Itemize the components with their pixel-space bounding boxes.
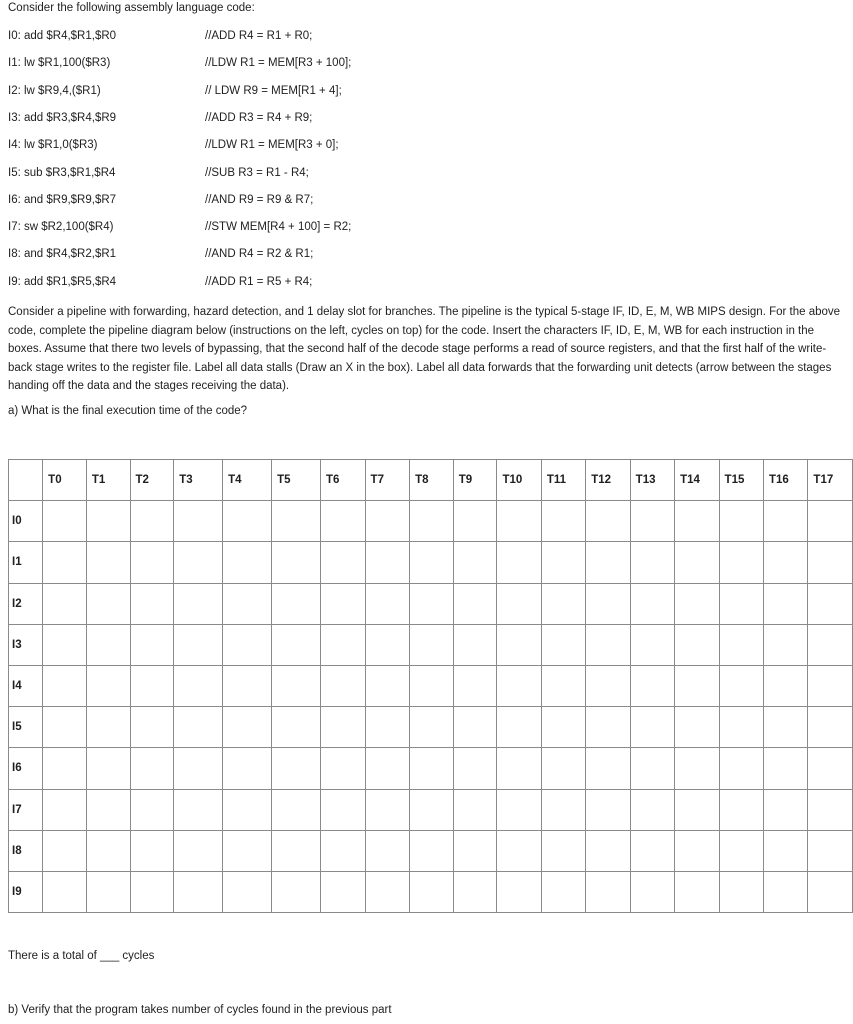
pipeline-cell[interactable] xyxy=(541,665,585,706)
cycle-header: T15 xyxy=(719,460,763,501)
pipeline-cell[interactable] xyxy=(321,501,366,542)
code-comment: //LDW R1 = MEM[R3 + 0]; xyxy=(205,139,339,152)
pipeline-cell[interactable] xyxy=(675,789,719,830)
pipeline-cell[interactable] xyxy=(541,583,585,624)
code-comment: //AND R4 = R2 & R1; xyxy=(205,248,314,261)
pipeline-cell[interactable] xyxy=(675,583,719,624)
pipeline-cell[interactable] xyxy=(223,707,272,748)
pipeline-cell[interactable] xyxy=(675,748,719,789)
pipeline-cell[interactable] xyxy=(174,624,223,665)
pipeline-cell[interactable] xyxy=(453,542,497,583)
pipeline-cell[interactable] xyxy=(453,789,497,830)
pipeline-cell[interactable] xyxy=(808,789,853,830)
pipeline-cell[interactable] xyxy=(272,871,321,912)
pipeline-cell[interactable] xyxy=(130,748,174,789)
pipeline-cell[interactable] xyxy=(497,665,541,706)
pipeline-cell[interactable] xyxy=(321,707,366,748)
pipeline-cell[interactable] xyxy=(272,789,321,830)
pipeline-cell[interactable] xyxy=(365,871,410,912)
pipeline-cell[interactable] xyxy=(321,871,366,912)
cycle-header: T8 xyxy=(410,460,454,501)
code-comment: //LDW R1 = MEM[R3 + 100]; xyxy=(205,57,352,70)
pipeline-cell[interactable] xyxy=(86,583,130,624)
pipeline-cell[interactable] xyxy=(630,624,674,665)
code-instruction: I9: add $R1,$R5,$R4 xyxy=(8,275,117,288)
pipeline-cell[interactable] xyxy=(719,871,763,912)
pipeline-cell[interactable] xyxy=(497,624,541,665)
pipeline-cell[interactable] xyxy=(630,789,674,830)
pipeline-cell[interactable] xyxy=(130,542,174,583)
pipeline-cell[interactable] xyxy=(174,871,223,912)
pipeline-cell[interactable] xyxy=(223,624,272,665)
pipeline-cell[interactable] xyxy=(763,583,807,624)
code-comment: //ADD R1 = R5 + R4; xyxy=(205,275,313,288)
pipeline-cell[interactable] xyxy=(130,583,174,624)
pipeline-cell[interactable] xyxy=(630,542,674,583)
pipeline-cell[interactable] xyxy=(630,501,674,542)
pipeline-cell[interactable] xyxy=(321,665,366,706)
pipeline-cell[interactable] xyxy=(541,501,585,542)
pipeline-cell[interactable] xyxy=(808,542,853,583)
pipeline-cell[interactable] xyxy=(808,871,853,912)
pipeline-cell[interactable] xyxy=(586,624,630,665)
pipeline-cell[interactable] xyxy=(410,871,454,912)
code-instruction: I7: sw $R2,100($R4) xyxy=(8,221,114,234)
pipeline-cell[interactable] xyxy=(86,871,130,912)
pipeline-cell[interactable] xyxy=(43,748,87,789)
pipeline-cell[interactable] xyxy=(321,542,366,583)
instruction-row xyxy=(9,583,853,624)
pipeline-cell[interactable] xyxy=(763,707,807,748)
pipeline-cell[interactable] xyxy=(808,665,853,706)
pipeline-cell[interactable] xyxy=(365,542,410,583)
pipeline-cell[interactable] xyxy=(223,748,272,789)
pipeline-cell[interactable] xyxy=(497,707,541,748)
question-b: b) Verify that the program takes number of cycles found in the previous part xyxy=(8,1004,392,1016)
pipeline-cell[interactable] xyxy=(43,665,87,706)
pipeline-cell[interactable] xyxy=(675,665,719,706)
pipeline-cell[interactable] xyxy=(272,583,321,624)
cycle-header: T0 xyxy=(43,460,87,501)
pipeline-cell[interactable] xyxy=(43,830,87,871)
instruction-row xyxy=(9,542,853,583)
pipeline-cell[interactable] xyxy=(174,583,223,624)
instruction-row xyxy=(9,707,853,748)
instruction-row xyxy=(9,748,853,789)
pipeline-cell[interactable] xyxy=(321,789,366,830)
pipeline-cell[interactable] xyxy=(630,830,674,871)
pipeline-cell[interactable] xyxy=(675,707,719,748)
code-comment: // LDW R9 = MEM[R1 + 4]; xyxy=(205,84,342,97)
pipeline-cell[interactable] xyxy=(272,665,321,706)
pipeline-cell[interactable] xyxy=(763,789,807,830)
pipeline-cell[interactable] xyxy=(453,583,497,624)
cycle-header: T13 xyxy=(630,460,674,501)
pipeline-cell[interactable] xyxy=(586,542,630,583)
pipeline-cell[interactable] xyxy=(223,665,272,706)
pipeline-cell[interactable] xyxy=(130,789,174,830)
pipeline-cell[interactable] xyxy=(223,789,272,830)
pipeline-cell[interactable] xyxy=(365,830,410,871)
pipeline-cell[interactable] xyxy=(365,501,410,542)
pipeline-cell[interactable] xyxy=(497,542,541,583)
pipeline-cell[interactable] xyxy=(43,789,87,830)
code-comment: //ADD R4 = R1 + R0; xyxy=(205,30,313,42)
pipeline-cell[interactable] xyxy=(763,624,807,665)
code-instruction: I3: add $R3,$R4,$R9 xyxy=(8,111,117,124)
pipeline-cell[interactable] xyxy=(586,789,630,830)
pipeline-cell[interactable] xyxy=(130,707,174,748)
pipeline-cell[interactable] xyxy=(719,624,763,665)
pipeline-cell[interactable] xyxy=(410,789,454,830)
pipeline-cell[interactable] xyxy=(497,583,541,624)
grid-header-row xyxy=(9,460,853,501)
pipeline-cell[interactable] xyxy=(586,830,630,871)
pipeline-cell[interactable] xyxy=(719,748,763,789)
pipeline-cell[interactable] xyxy=(630,707,674,748)
pipeline-cell[interactable] xyxy=(174,665,223,706)
pipeline-cell[interactable] xyxy=(586,748,630,789)
instruction-label: I1 xyxy=(9,542,43,583)
pipeline-cell[interactable] xyxy=(763,871,807,912)
instruction-label: I7 xyxy=(9,789,43,830)
pipeline-cell[interactable] xyxy=(541,542,585,583)
pipeline-cell[interactable] xyxy=(223,583,272,624)
code-comment: //ADD R3 = R4 + R9; xyxy=(205,111,313,124)
cycle-header: T17 xyxy=(808,460,853,501)
pipeline-cell[interactable] xyxy=(130,871,174,912)
pipeline-cell[interactable] xyxy=(174,501,223,542)
pipeline-cell[interactable] xyxy=(86,542,130,583)
pipeline-cell[interactable] xyxy=(763,665,807,706)
code-instruction: I4: lw $R1,0($R3) xyxy=(8,139,98,152)
pipeline-cell[interactable] xyxy=(453,748,497,789)
intro-text: Consider the following assembly language code: xyxy=(8,2,255,14)
pipeline-cell[interactable] xyxy=(586,665,630,706)
code-instruction: I5: sub $R3,$R1,$R4 xyxy=(8,166,116,179)
pipeline-cell[interactable] xyxy=(541,624,585,665)
pipeline-cell[interactable] xyxy=(223,542,272,583)
pipeline-cell[interactable] xyxy=(808,830,853,871)
instruction-label: I2 xyxy=(9,583,43,624)
pipeline-cell[interactable] xyxy=(497,871,541,912)
pipeline-cell[interactable] xyxy=(497,830,541,871)
pipeline-cell[interactable] xyxy=(272,707,321,748)
pipeline-cell[interactable] xyxy=(130,624,174,665)
code-instruction: I8: and $R4,$R2,$R1 xyxy=(8,248,117,261)
pipeline-cell[interactable] xyxy=(808,707,853,748)
instruction-row xyxy=(9,624,853,665)
pipeline-cell[interactable] xyxy=(675,871,719,912)
cycle-header: T12 xyxy=(586,460,630,501)
pipeline-cell[interactable] xyxy=(541,707,585,748)
instruction-label: I4 xyxy=(9,665,43,706)
cycle-header: T1 xyxy=(86,460,130,501)
pipeline-cell[interactable] xyxy=(43,583,87,624)
pipeline-cell[interactable] xyxy=(321,830,366,871)
code-instruction: I0: add $R4,$R1,$R0 xyxy=(8,30,117,42)
code-comment: //SUB R3 = R1 - R4; xyxy=(205,166,309,179)
grid-corner-cell xyxy=(9,460,43,501)
pipeline-cell[interactable] xyxy=(453,707,497,748)
pipeline-cell[interactable] xyxy=(43,624,87,665)
pipeline-cell[interactable] xyxy=(321,624,366,665)
pipeline-cell[interactable] xyxy=(763,748,807,789)
pipeline-cell[interactable] xyxy=(321,748,366,789)
question-a: a) What is the final execution time of the code? xyxy=(8,405,248,417)
instruction-row xyxy=(9,871,853,912)
cycle-header: T3 xyxy=(174,460,223,501)
pipeline-cell[interactable] xyxy=(675,501,719,542)
cycle-header: T9 xyxy=(453,460,497,501)
pipeline-cell[interactable] xyxy=(410,501,454,542)
pipeline-cell[interactable] xyxy=(365,583,410,624)
pipeline-cell[interactable] xyxy=(630,748,674,789)
pipeline-cell[interactable] xyxy=(365,707,410,748)
pipeline-cell[interactable] xyxy=(43,871,87,912)
pipeline-cell[interactable] xyxy=(719,542,763,583)
pipeline-cell[interactable] xyxy=(497,789,541,830)
pipeline-cell[interactable] xyxy=(410,542,454,583)
pipeline-cell[interactable] xyxy=(272,542,321,583)
pipeline-cell[interactable] xyxy=(719,789,763,830)
pipeline-cell[interactable] xyxy=(453,501,497,542)
cycle-header: T14 xyxy=(675,460,719,501)
pipeline-cell[interactable] xyxy=(272,624,321,665)
pipeline-cell[interactable] xyxy=(630,871,674,912)
pipeline-cell[interactable] xyxy=(541,871,585,912)
pipeline-cell[interactable] xyxy=(223,871,272,912)
instruction-row xyxy=(9,789,853,830)
instruction-label: I8 xyxy=(9,830,43,871)
cycle-header: T10 xyxy=(497,460,541,501)
pipeline-cell[interactable] xyxy=(808,624,853,665)
pipeline-cell[interactable] xyxy=(630,665,674,706)
instruction-label: I3 xyxy=(9,624,43,665)
instruction-label: I5 xyxy=(9,707,43,748)
cycle-header: T11 xyxy=(541,460,585,501)
pipeline-cell[interactable] xyxy=(410,830,454,871)
code-comment: //STW MEM[R4 + 100] = R2; xyxy=(205,221,352,234)
pipeline-cell[interactable] xyxy=(497,501,541,542)
code-instruction: I1: lw $R1,100($R3) xyxy=(8,57,111,70)
pipeline-cell[interactable] xyxy=(808,501,853,542)
pipeline-cell[interactable] xyxy=(410,665,454,706)
pipeline-cell[interactable] xyxy=(43,707,87,748)
pipeline-cell[interactable] xyxy=(130,665,174,706)
pipeline-cell[interactable] xyxy=(763,542,807,583)
pipeline-cell[interactable] xyxy=(130,830,174,871)
pipeline-cell[interactable] xyxy=(365,624,410,665)
pipeline-cell[interactable] xyxy=(719,501,763,542)
instruction-row xyxy=(9,501,853,542)
pipeline-cell[interactable] xyxy=(675,542,719,583)
pipeline-cell[interactable] xyxy=(497,748,541,789)
pipeline-cell[interactable] xyxy=(272,501,321,542)
pipeline-cell[interactable] xyxy=(174,789,223,830)
pipeline-cell[interactable] xyxy=(586,707,630,748)
pipeline-cell[interactable] xyxy=(86,501,130,542)
pipeline-cell[interactable] xyxy=(86,830,130,871)
pipeline-cell[interactable] xyxy=(453,624,497,665)
pipeline-cell[interactable] xyxy=(130,501,174,542)
pipeline-diagram-table xyxy=(8,459,853,913)
pipeline-cell[interactable] xyxy=(763,830,807,871)
pipeline-cell[interactable] xyxy=(43,501,87,542)
cycle-header: T4 xyxy=(223,460,272,501)
pipeline-cell[interactable] xyxy=(719,583,763,624)
pipeline-cell[interactable] xyxy=(272,830,321,871)
pipeline-cell[interactable] xyxy=(365,789,410,830)
pipeline-cell[interactable] xyxy=(453,830,497,871)
cycle-header: T2 xyxy=(130,460,174,501)
pipeline-cell[interactable] xyxy=(410,748,454,789)
pipeline-cell[interactable] xyxy=(453,871,497,912)
pipeline-cell[interactable] xyxy=(719,665,763,706)
instruction-label: I9 xyxy=(9,871,43,912)
pipeline-cell[interactable] xyxy=(410,707,454,748)
total-cycles-text: There is a total of ___ cycles xyxy=(8,950,155,962)
code-instruction: I6: and $R9,$R9,$R7 xyxy=(8,193,117,206)
pipeline-cell[interactable] xyxy=(223,830,272,871)
pipeline-cell[interactable] xyxy=(365,665,410,706)
cycle-header: T6 xyxy=(321,460,366,501)
instruction-label: I0 xyxy=(9,501,43,542)
pipeline-cell[interactable] xyxy=(86,624,130,665)
instruction-row xyxy=(9,830,853,871)
pipeline-cell[interactable] xyxy=(86,665,130,706)
code-instruction: I2: lw $R9,4,($R1) xyxy=(8,84,101,97)
instruction-row xyxy=(9,665,853,706)
pipeline-cell[interactable] xyxy=(586,871,630,912)
pipeline-cell[interactable] xyxy=(586,583,630,624)
pipeline-cell[interactable] xyxy=(272,748,321,789)
pipeline-cell[interactable] xyxy=(630,583,674,624)
pipeline-cell[interactable] xyxy=(174,748,223,789)
pipeline-cell[interactable] xyxy=(321,583,366,624)
pipeline-cell[interactable] xyxy=(174,830,223,871)
pipeline-cell[interactable] xyxy=(675,624,719,665)
pipeline-cell[interactable] xyxy=(86,707,130,748)
problem-description: Consider a pipeline with forwarding, hazard detection, and 1 delay slot for branches. The pipeline is the typical 5-stage IF, ID, E, M, WB MIPS design. For the above code, complete the pipeline diagram below (instructions on the left, cycles on top) for the code. Insert the characters IF, ID, E, M, WB for each instruction in the boxes. Assume that there two levels of bypassing, that the second half of the decode stage performs a read of source registers, and that the first half of the write-back stage writes to the register file. Label all data stalls (Draw an X in the box). Label all data forwards that the forwarding unit detects (arrow between the stages handing off the data and the stages receiving the data). xyxy=(8,306,841,393)
pipeline-cell[interactable] xyxy=(541,789,585,830)
pipeline-cell[interactable] xyxy=(541,830,585,871)
cycle-header: T16 xyxy=(763,460,807,501)
pipeline-cell[interactable] xyxy=(763,501,807,542)
pipeline-cell[interactable] xyxy=(808,748,853,789)
pipeline-cell[interactable] xyxy=(410,583,454,624)
pipeline-cell[interactable] xyxy=(808,583,853,624)
pipeline-cell[interactable] xyxy=(453,665,497,706)
pipeline-cell[interactable] xyxy=(223,501,272,542)
pipeline-cell[interactable] xyxy=(410,624,454,665)
pipeline-cell[interactable] xyxy=(174,707,223,748)
pipeline-cell[interactable] xyxy=(675,830,719,871)
pipeline-cell[interactable] xyxy=(365,748,410,789)
pipeline-cell[interactable] xyxy=(174,542,223,583)
pipeline-cell[interactable] xyxy=(586,501,630,542)
cycle-header: T5 xyxy=(272,460,321,501)
pipeline-cell[interactable] xyxy=(541,748,585,789)
instruction-label: I6 xyxy=(9,748,43,789)
pipeline-cell[interactable] xyxy=(719,830,763,871)
code-comment: //AND R9 = R9 & R7; xyxy=(205,193,314,206)
pipeline-cell[interactable] xyxy=(86,789,130,830)
pipeline-cell[interactable] xyxy=(43,542,87,583)
pipeline-cell[interactable] xyxy=(86,748,130,789)
pipeline-cell[interactable] xyxy=(719,707,763,748)
cycle-header: T7 xyxy=(365,460,410,501)
